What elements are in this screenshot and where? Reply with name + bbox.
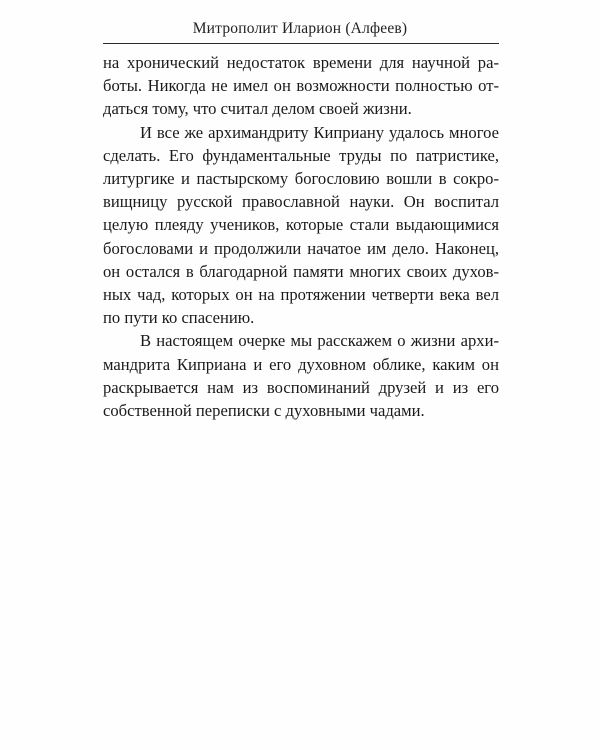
- text-line: по пути ко спасению.: [103, 308, 255, 328]
- text-line: литургике и пастырскому богословию вошли в сокро-: [103, 169, 499, 189]
- running-header: Митрополит Иларион (Алфеев): [192, 20, 408, 37]
- text-line: раскрывается нам из воспоминаний друзей и из его: [103, 377, 499, 397]
- page-body: [103, 51, 499, 422]
- text-line: ных чад, которых он на протяжении четверти века вел: [103, 285, 499, 305]
- text-line: мандрита Киприана и его духовном облике, каким он: [103, 354, 499, 374]
- paragraph-1: [103, 51, 499, 121]
- text-line: собственной переписки с духовными чадами.: [103, 401, 425, 421]
- text-line: богословами и продолжили начатое им дело. Наконец,: [103, 238, 499, 258]
- header-rule: [103, 43, 499, 44]
- text-line: В настоящем очерке мы расскажем о жизни архи-: [140, 331, 499, 351]
- text-line: на хронический недостаток времени для научной ра-: [103, 53, 499, 72]
- text-line: целую плеяду учеников, которые стали выдающимися: [103, 215, 499, 235]
- text-line: даться тому, что считал делом своей жизни.: [103, 99, 412, 119]
- text-line: вищницу русской православной науки. Он воспитал: [103, 192, 499, 212]
- paragraph-3: [103, 329, 499, 422]
- text-line: боты. Никогда не имел он возможности полностью от-: [103, 76, 499, 96]
- paragraph-2: [103, 121, 499, 330]
- text-line: сделать. Его фундаментальные труды по патристике,: [103, 145, 499, 165]
- text-line: он остался в благодарной памяти многих своих духов-: [103, 261, 499, 281]
- text-line: И все же архимандриту Киприану удалось многое: [140, 122, 499, 142]
